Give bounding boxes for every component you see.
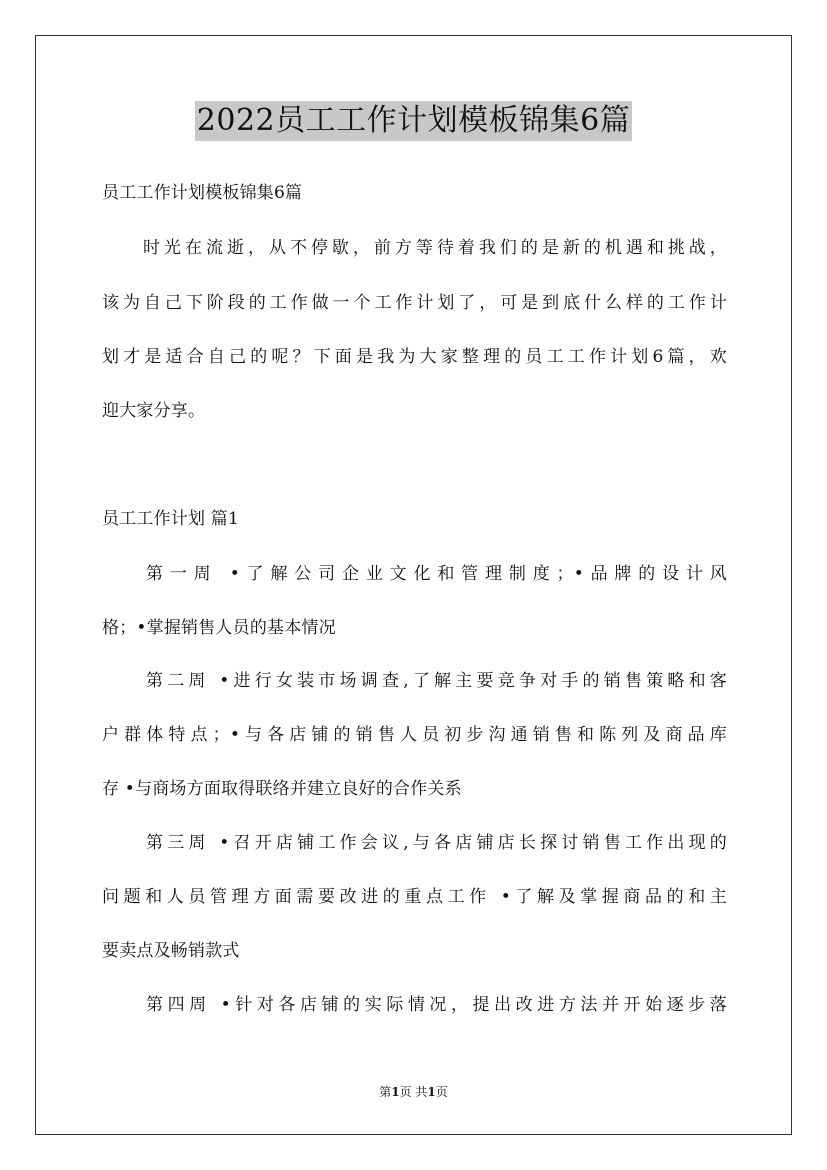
body-line: 格；•掌握销售人员的基本情况	[102, 618, 336, 638]
body-line: 户群体特点；•与各店铺的销售人员初步沟通销售和陈列及商品库	[102, 725, 727, 745]
intro-line: 迎大家分享。	[102, 401, 206, 421]
body-line: 要卖点及畅销款式	[102, 941, 240, 961]
footer-page-total: 1	[427, 1085, 436, 1099]
document-title: 2022员工工作计划模板锦集6篇	[195, 101, 632, 141]
body-line: 存 •与商场方面取得联络并建立良好的合作关系	[102, 779, 462, 799]
footer-mid: 页 共	[399, 1085, 428, 1099]
intro-line: 划才是适合自己的呢？下面是我为大家整理的员工工作计划6篇，欢	[102, 347, 727, 367]
body-line: 第一周 •了解公司企业文化和管理制度；•品牌的设计风	[146, 564, 727, 584]
section-heading: 员工工作计划 篇1	[102, 509, 240, 529]
title-container	[0, 101, 827, 141]
page-footer	[0, 1084, 827, 1100]
body-line: 第三周 •召开店铺工作会议,与各店铺店长探讨销售工作出现的	[146, 833, 727, 853]
body-line: 第二周 •进行女装市场调查,了解主要竞争对手的销售策略和客	[146, 671, 727, 691]
intro-line: 该为自己下阶段的工作做一个工作计划了，可是到底什么样的工作计	[102, 293, 727, 313]
footer-suffix: 页	[435, 1085, 448, 1099]
footer-page-current: 1	[391, 1085, 400, 1099]
body-line: 第四周 •针对各店铺的实际情况，提出改进方法并开始逐步落	[146, 995, 727, 1015]
intro-line: 时光在流逝，从不停歇，前方等待着我们的是新的机遇和挑战，	[143, 238, 727, 258]
footer-prefix: 第	[379, 1085, 392, 1099]
body-line: 问题和人员管理方面需要改进的重点工作 •了解及掌握商品的和主	[102, 887, 727, 907]
subtitle: 员工工作计划模板锦集6篇	[102, 183, 303, 203]
